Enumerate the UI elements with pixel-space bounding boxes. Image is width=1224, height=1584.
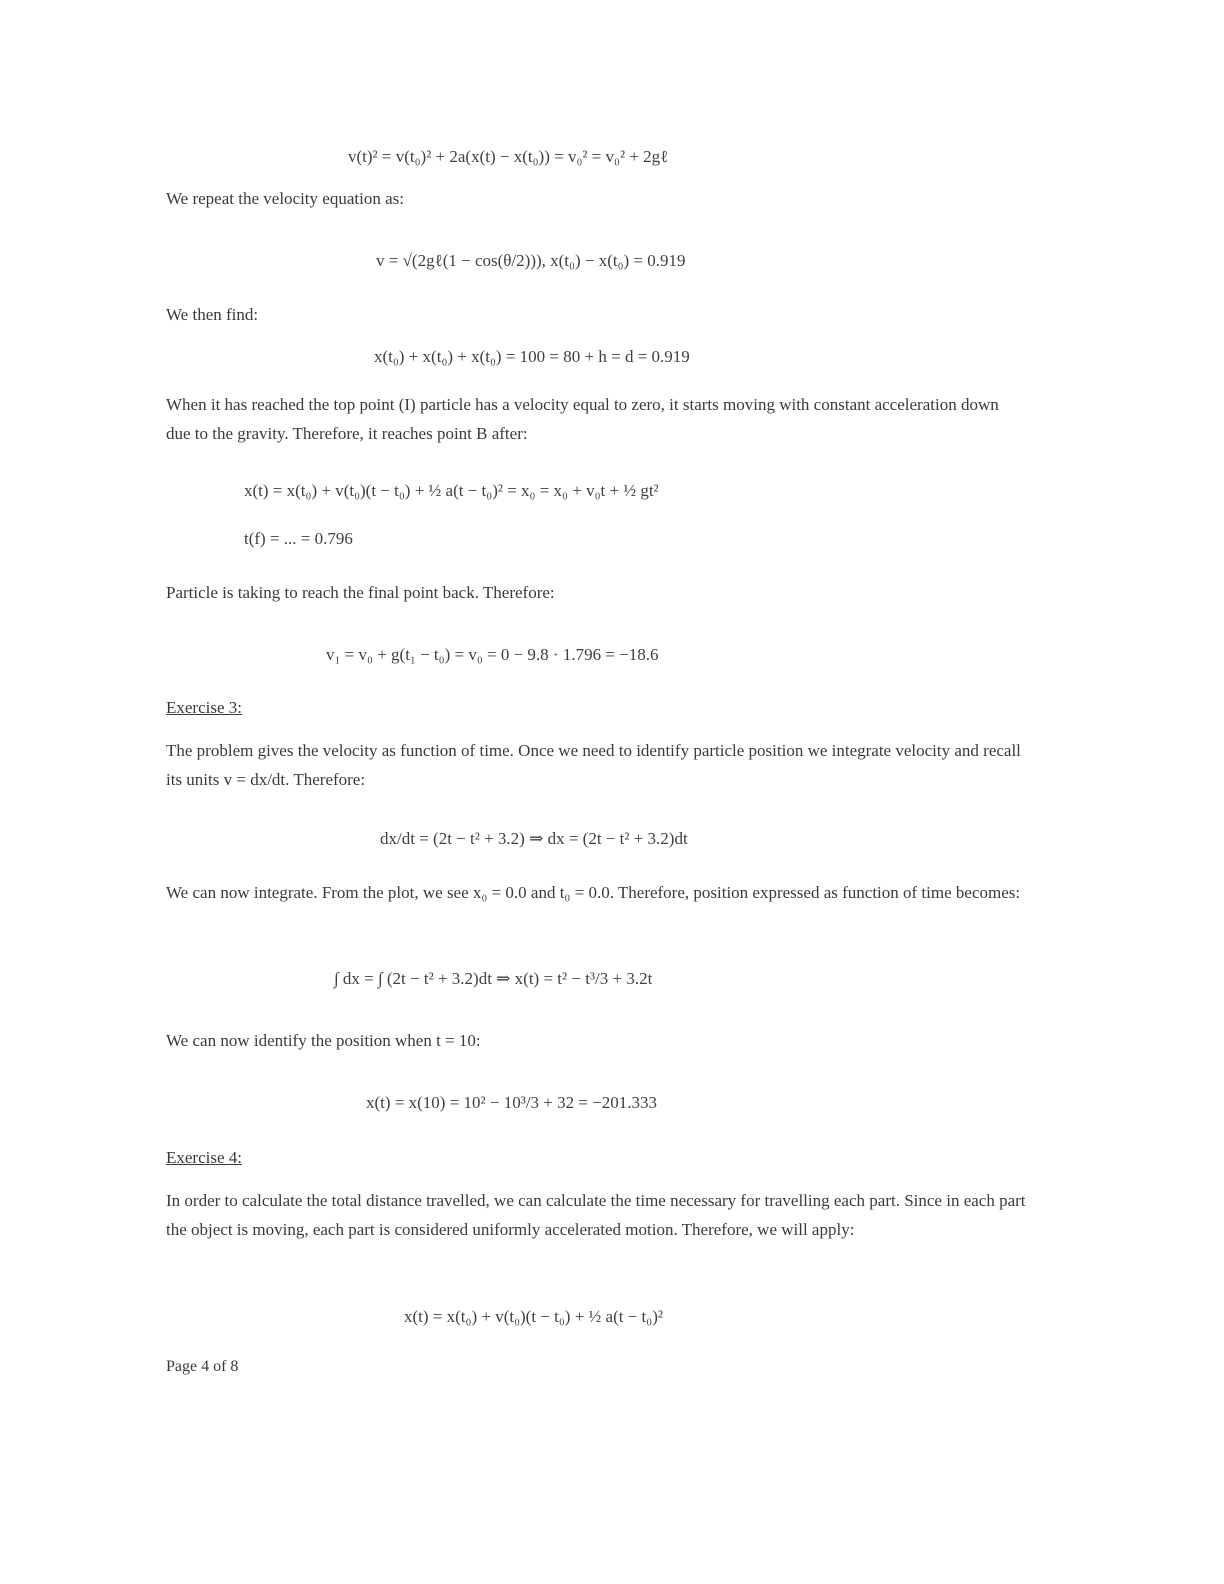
- section-heading-exercise-3: Exercise 3:: [166, 698, 242, 717]
- paragraph-7: We can now identify the position when t = 10:: [166, 1031, 481, 1050]
- paragraph-1: We repeat the velocity equation as:: [166, 189, 404, 208]
- equation-4b: t(f) = ... = 0.796: [244, 529, 353, 548]
- equation-5: v₁ = v₀ + g(t₁ − t₀) = v₀ = 0 − 9.8 · 1.796 = −18.6: [326, 645, 659, 664]
- paragraph-8: In order to calculate the total distance travelled, we can calculate the time necessary for travelling each part. Since in each part the object is moving, each part is considered uniformly accelerated motion. Therefore, we will apply:: [166, 1191, 1026, 1239]
- equation-4a: x(t) = x(t₀) + v(t₀)(t − t₀) + ½ a(t − t₀)² = x₀ = x₀ + v₀t + ½ gt²: [244, 481, 659, 500]
- equation-1: v(t)² = v(t₀)² + 2a(x(t) − x(t₀)) = v₀² = v₀² + 2gℓ: [348, 147, 669, 166]
- paragraph-3: When it has reached the top point (I) particle has a velocity equal to zero, it starts moving with constant acceleration down due to the gravity. Therefore, it reaches point B after:: [166, 395, 999, 443]
- paragraph-6: We can now integrate. From the plot, we see x₀ = 0.0 and t₀ = 0.0. Therefore, position expressed as function of time becomes:: [166, 883, 1021, 902]
- section-heading-exercise-4: Exercise 4:: [166, 1148, 242, 1167]
- paragraph-5: The problem gives the velocity as function of time. Once we need to identify particle position we integrate velocity and recall its units v = dx/dt. Therefore:: [166, 741, 1021, 789]
- equation-3: x(t₀) + x(t₀) + x(t₀) = 100 = 80 + h = d = 0.919: [374, 347, 690, 366]
- equation-8: x(t) = x(10) = 10² − 10³/3 + 32 = −201.333: [366, 1093, 658, 1112]
- paragraph-2: We then find:: [166, 305, 259, 324]
- paragraph-4: Particle is taking to reach the final point back. Therefore:: [166, 583, 555, 602]
- page-number: Page 4 of 8: [166, 1358, 239, 1375]
- equation-7: ∫ dx = ∫ (2t − t² + 3.2)dt ⇒ x(t) = t² − t³/3 + 3.2t: [334, 969, 653, 988]
- equation-2: v = √(2gℓ(1 − cos(θ/2))), x(t₀) − x(t₀) = 0.919: [376, 251, 686, 270]
- equation-9: x(t) = x(t₀) + v(t₀)(t − t₀) + ½ a(t − t₀)²: [404, 1307, 663, 1326]
- equation-6: dx/dt = (2t − t² + 3.2) ⇒ dx = (2t − t² + 3.2)dt: [380, 829, 688, 848]
